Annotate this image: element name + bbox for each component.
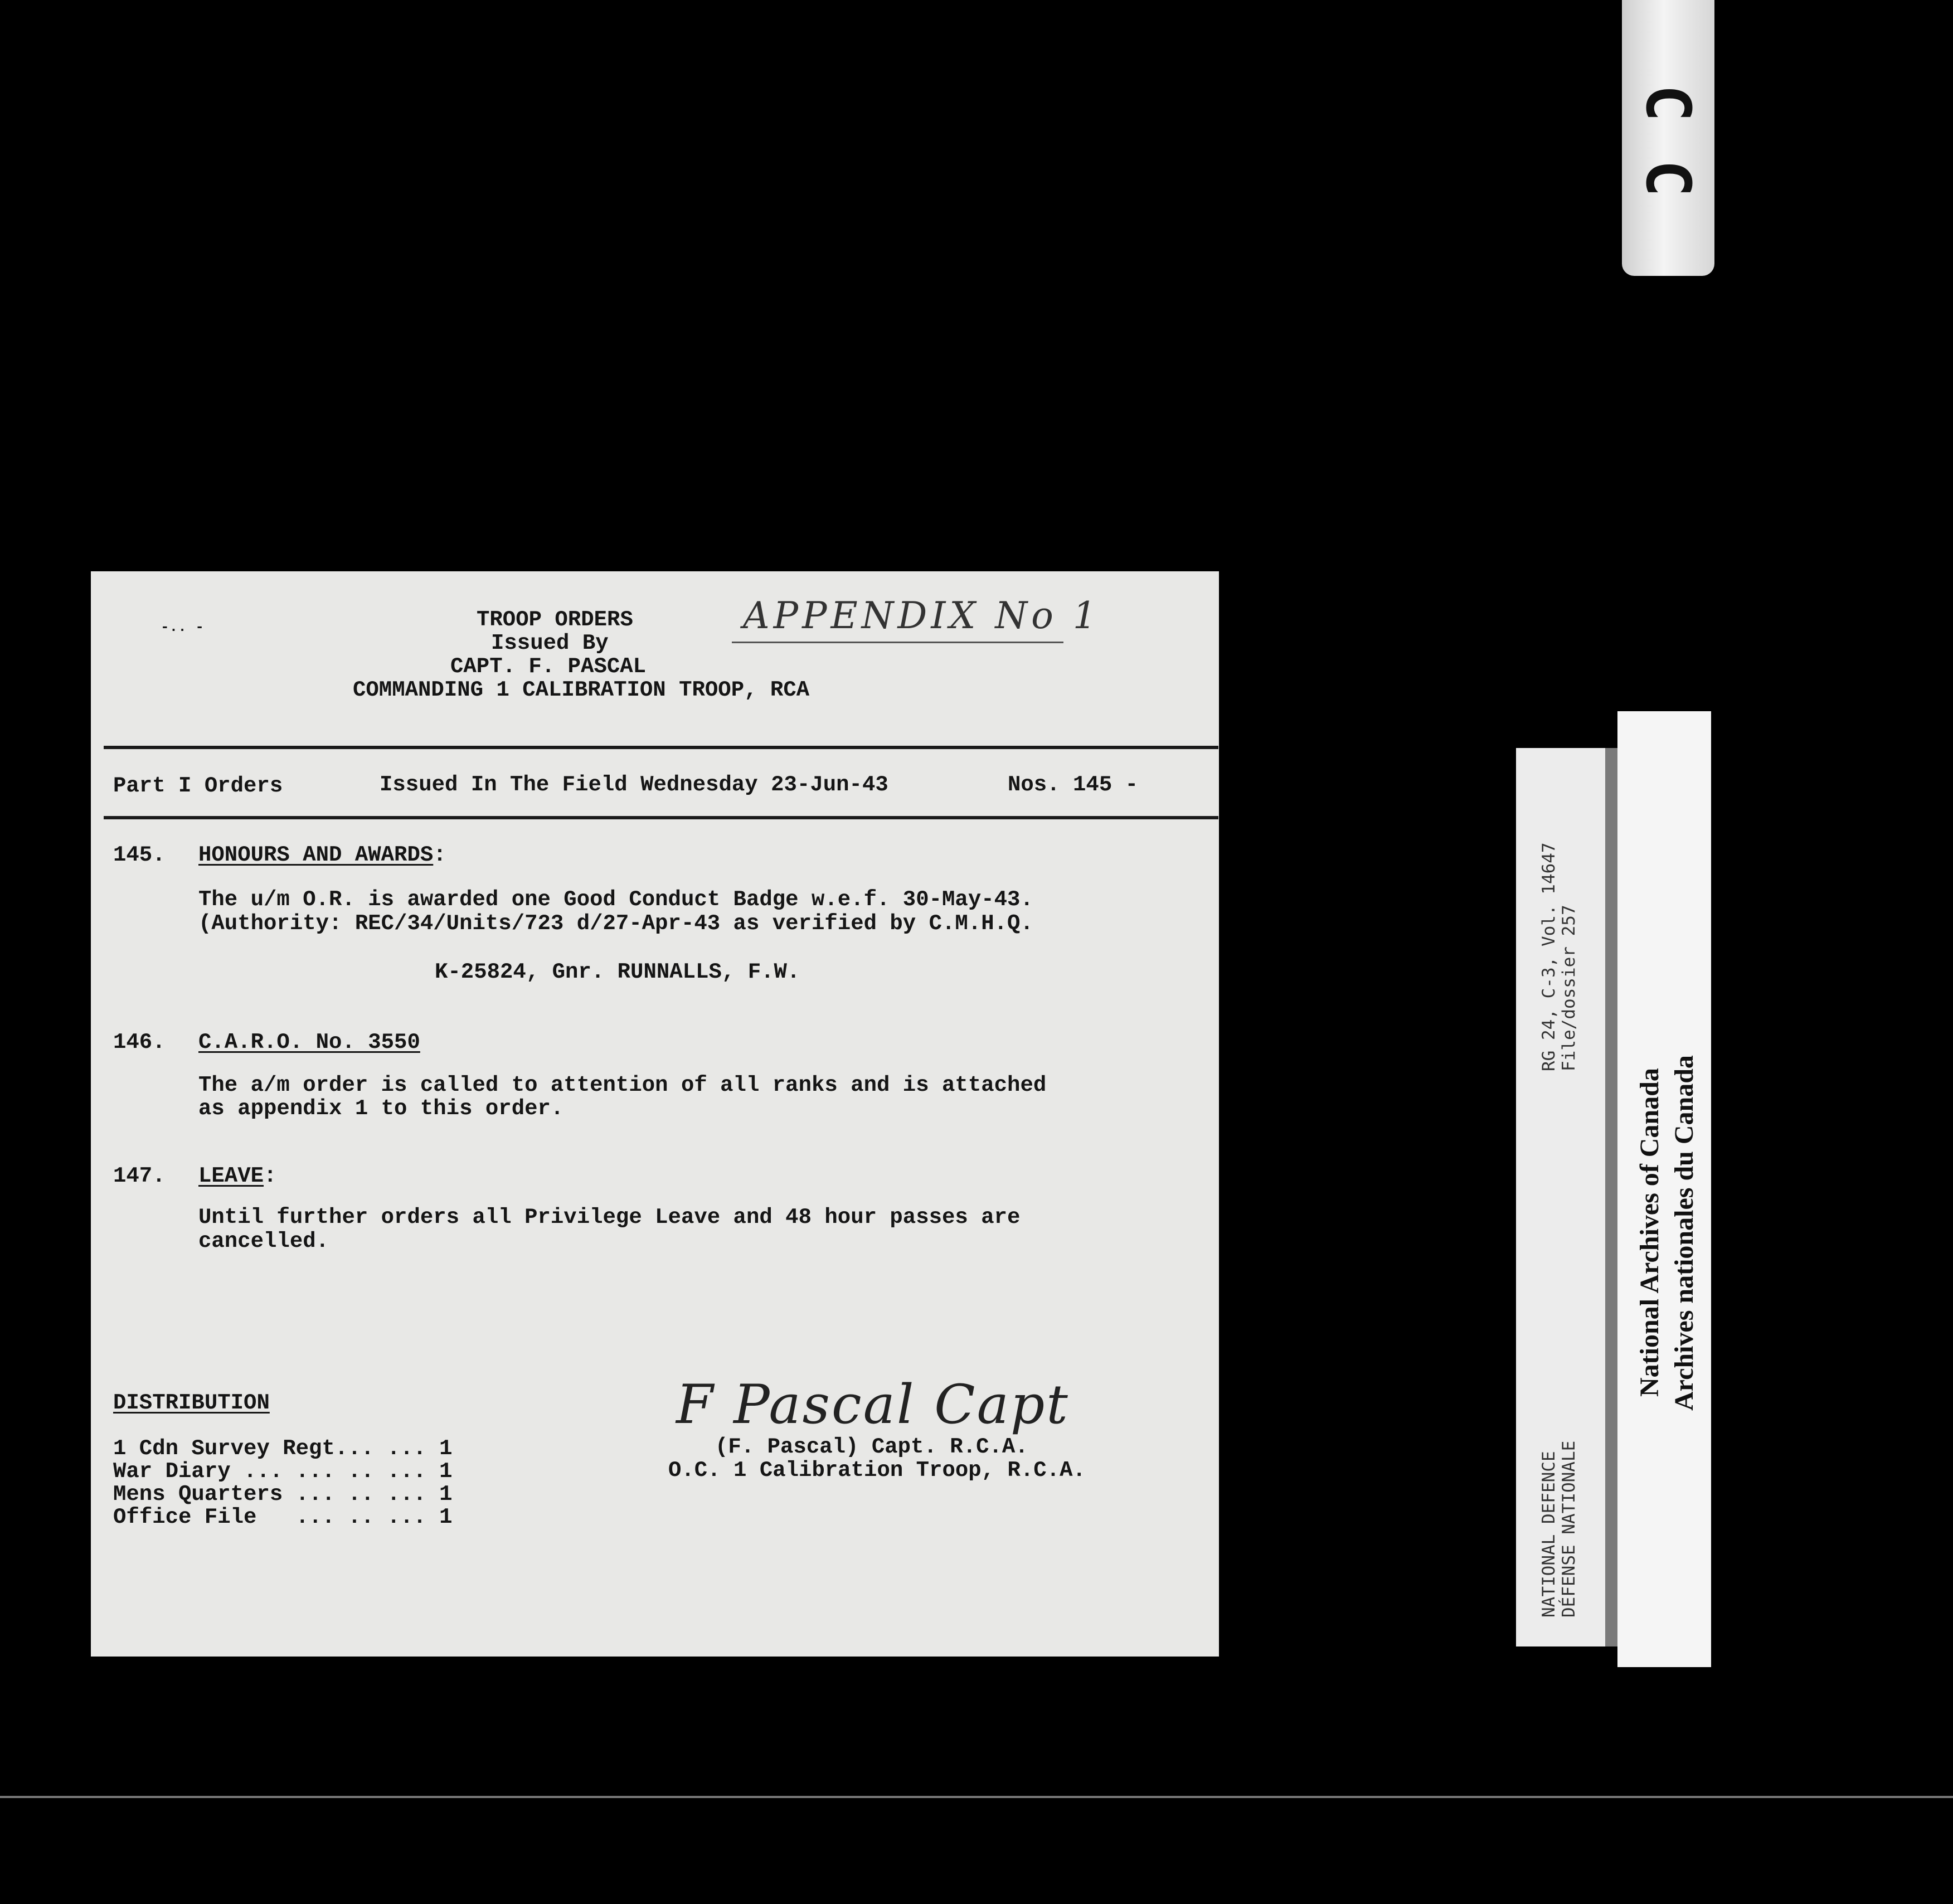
- item-body-line: The u/m O.R. is awarded one Good Conduct Badge w.e.f. 30-May-43.: [198, 887, 1033, 912]
- troop-orders-document: [91, 571, 1219, 1657]
- issuer-command: COMMANDING 1 CALIBRATION TROOP, RCA: [353, 678, 810, 702]
- dnd-reference: RG 24, C-3, Vol. 14647: [1539, 842, 1559, 1071]
- distribution-row: War Diary ... ... .. ... 1: [113, 1459, 453, 1484]
- reel-marker: [1622, 0, 1714, 276]
- dnd-file-reference: File/dossier 257: [1559, 905, 1579, 1071]
- signature-title: O.C. 1 Calibration Troop, R.C.A.: [668, 1458, 1086, 1483]
- item-body-line: as appendix 1 to this order.: [198, 1096, 564, 1121]
- issued-by-line: Issued By: [491, 631, 609, 655]
- item-body-line: The a/m order is called to attention of all ranks and is attached: [198, 1073, 1047, 1097]
- dnd-line-2: DÉFENSE NATIONALE: [1559, 1440, 1579, 1618]
- orders-issued: Issued In The Field Wednesday 23-Jun-43: [380, 773, 888, 797]
- item-heading: HONOURS AND AWARDS:: [198, 843, 446, 867]
- item-body-line: (Authority: REC/34/Units/723 d/27-Apr-43 as verified by C.M.H.Q.: [198, 911, 1033, 936]
- doc-title: TROOP ORDERS: [477, 608, 633, 632]
- item-number: 146.: [113, 1030, 166, 1055]
- signature-name: (F. Pascal) Capt. R.C.A.: [715, 1435, 1028, 1459]
- orders-part: Part I Orders: [113, 774, 283, 798]
- distribution-title: DISTRIBUTION: [113, 1391, 270, 1415]
- orders-bar-top-rule: [104, 746, 1218, 749]
- label-edge: [1605, 748, 1619, 1646]
- nac-french: Archives nationales du Canada: [1669, 1055, 1699, 1411]
- item-number: 147.: [113, 1164, 166, 1188]
- reel-marker-char: C: [1633, 84, 1704, 122]
- national-archives-label: [1617, 711, 1711, 1667]
- orders-bar-bottom-rule: [104, 816, 1218, 819]
- item-detail: K-25824, Gnr. RUNNALLS, F.W.: [435, 960, 800, 984]
- film-edge-line: [0, 1796, 1953, 1798]
- distribution-row: Office File ... .. ... 1: [113, 1505, 453, 1529]
- dnd-line-1: NATIONAL DEFENCE: [1539, 1451, 1559, 1618]
- nac-english: National Archives of Canada: [1635, 1068, 1664, 1397]
- handwritten-signature: F Pascal Capt: [676, 1373, 1070, 1436]
- reel-marker-char: C: [1633, 159, 1704, 197]
- national-defence-label: [1516, 748, 1605, 1646]
- orders-numbers: Nos. 145 -: [1008, 773, 1139, 797]
- distribution-row: Mens Quarters ... .. ... 1: [113, 1482, 453, 1507]
- item-heading: C.A.R.O. No. 3550: [198, 1030, 420, 1055]
- item-body-line: cancelled.: [198, 1229, 329, 1254]
- handwritten-appendix-note: APPENDIX No 1: [743, 594, 1100, 637]
- item-number: 145.: [113, 843, 166, 867]
- issuer-name: CAPT. F. PASCAL: [450, 654, 647, 679]
- item-heading: LEAVE:: [198, 1164, 277, 1188]
- distribution-row: 1 Cdn Survey Regt... ... 1: [113, 1436, 453, 1461]
- stray-mark: -.. -: [161, 619, 205, 635]
- handwritten-underline: [732, 642, 1063, 643]
- item-body-line: Until further orders all Privilege Leave and 48 hour passes are: [198, 1205, 1021, 1230]
